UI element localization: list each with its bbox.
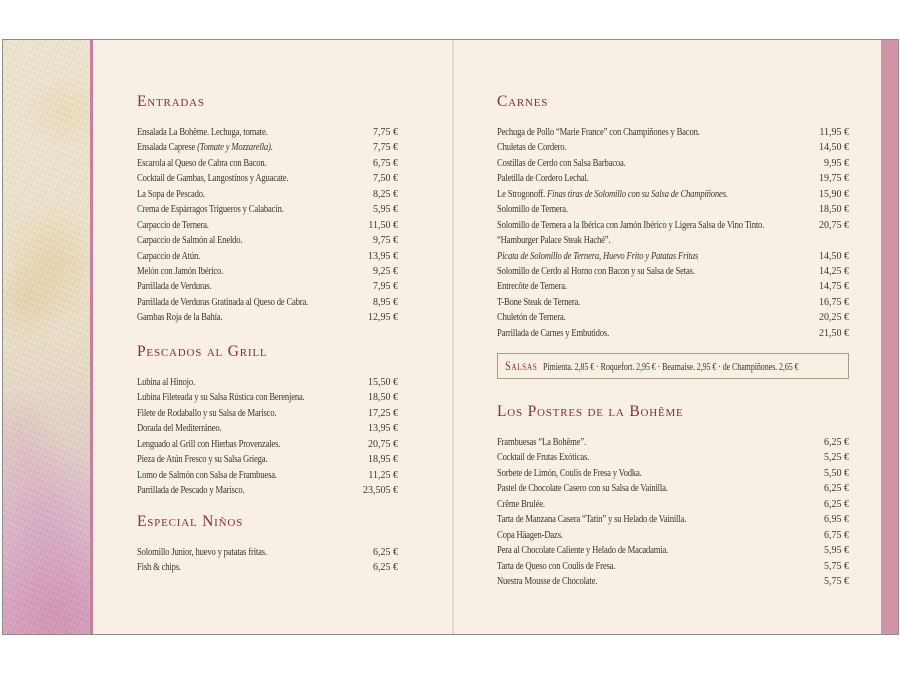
- menu-item-row: [497, 276, 849, 291]
- menu-item-row: [137, 418, 398, 433]
- item-price: 15,50 €: [368, 377, 398, 388]
- menu-item-row: [137, 307, 398, 322]
- item-name: Pastel de Chocolate Casero con su Salsa de Vainilla.: [497, 483, 668, 495]
- section-heading: Carnes: [497, 93, 549, 110]
- item-price: 8,25 €: [373, 188, 398, 200]
- item-price: 5,95 €: [824, 545, 849, 557]
- item-price: 18,50 €: [819, 204, 849, 216]
- menu-section: [137, 513, 398, 573]
- item-price: 7,95 €: [373, 281, 398, 293]
- item-name: Costillas de Cerdo con Salsa Barbacoa.: [497, 157, 626, 169]
- item-name: Carpaccio de Atún.: [137, 250, 201, 262]
- item-name: Filete de Rodaballo y su Salsa de Marisco.: [137, 407, 277, 419]
- item-name: Solomillo de Ternera.: [497, 204, 568, 216]
- item-price: 9,75 €: [373, 235, 398, 247]
- item-name: Ensalada Caprese (Tomate y Mozzarella).: [137, 142, 273, 154]
- menu-item-row: [497, 494, 849, 509]
- item-name: T-Bone Steak de Ternera.: [497, 296, 581, 308]
- item-price: 17,25 €: [368, 407, 398, 419]
- item-name: Parrillada de Pescado y Marisco.: [137, 485, 245, 497]
- item-name: Lomo de Salmón con Salsa de Frambuesa.: [137, 469, 277, 481]
- menu-item-row: [497, 122, 849, 137]
- salsas-items: Pimienta. 2,85 € · Roquefort. 2,95 € · Bearnaise. 2,95 € · de Champiñones. 2,65 €: [543, 362, 799, 373]
- item-name: Carpaccio de Ternera.: [137, 219, 209, 231]
- menu-item-row: [137, 153, 398, 168]
- menu-item-row: [497, 478, 849, 493]
- item-price: 18,50 €: [368, 392, 398, 404]
- menu-item-row: [497, 137, 849, 152]
- item-price: 19,75 €: [819, 173, 849, 185]
- pink-fold-line: [90, 40, 93, 634]
- item-name: Cocktail de Gambas, Langostinos y Aguacate.: [137, 173, 289, 185]
- menu-item-row: [137, 542, 398, 557]
- item-price: 16,75 €: [819, 296, 849, 308]
- salsas-box: [497, 353, 849, 379]
- menu-item-row: [137, 557, 398, 572]
- item-price: 7,75 €: [373, 142, 398, 154]
- item-name: Lubina al Hinojo.: [137, 377, 195, 388]
- item-name: Carpaccio de Salmón al Eneldo.: [137, 235, 243, 247]
- item-price: 5,95 €: [373, 204, 398, 216]
- item-name: Ensalada La Bohême. Lechuga, tomate.: [137, 127, 268, 138]
- menu-item-row: [497, 292, 849, 307]
- menu-section: [137, 343, 398, 496]
- item-price: 14,25 €: [819, 265, 849, 277]
- menu-item-row: [497, 153, 849, 168]
- menu-item-row: [137, 184, 398, 199]
- item-price: 21,50 €: [819, 327, 849, 339]
- salsas-content: [505, 358, 799, 374]
- menu-item-row: [497, 199, 849, 214]
- menu-item-row: [137, 276, 398, 291]
- item-name: Lubina Fileteada y su Salsa Rústica con Berenjena.: [137, 392, 305, 404]
- item-name: Melón con Jamón Ibérico.: [137, 265, 224, 277]
- menu-section: [497, 403, 849, 586]
- item-price: 11,25 €: [368, 469, 398, 481]
- menu-item-row: [137, 137, 398, 152]
- menu-item-row: [497, 571, 849, 586]
- item-price: 7,50 €: [373, 173, 398, 185]
- item-name: Entrecôte de Ternera.: [497, 281, 567, 293]
- section-items: [497, 432, 849, 586]
- item-price: 12,95 €: [368, 312, 398, 324]
- item-price: 23,505 €: [363, 485, 398, 497]
- menu-item-row: [497, 463, 849, 478]
- menu-item-row: [497, 432, 849, 447]
- item-name: Solomillo Junior, huevo y patatas fritas.: [137, 547, 267, 558]
- section-heading: Los Postres de la Bohême: [497, 403, 684, 420]
- item-name: Copa Häagen-Dazs.: [497, 529, 563, 541]
- menu-item-row: [497, 447, 849, 462]
- item-name: Tarta de Manzana Casera “Tatín” y su Helado de Vainilla.: [497, 514, 687, 526]
- menu-item-row: [497, 230, 849, 245]
- item-price: 6,75 €: [373, 157, 398, 169]
- item-price: 20,25 €: [819, 312, 849, 324]
- menu-item-row: [137, 246, 398, 261]
- item-name: Sorbete de Limón, Coulis de Fresa y Vodka.: [497, 467, 642, 479]
- item-name: Lenguado al Grill con Hierbas Provenzales.: [137, 438, 281, 450]
- menu-item-row: [497, 525, 849, 540]
- menu-item-row: [137, 434, 398, 449]
- menu-item-row: [497, 215, 849, 230]
- menu-item-row: [137, 372, 398, 387]
- menu-item-row: [137, 199, 398, 214]
- item-name: Nuestra Mousse de Chocolate.: [497, 575, 598, 587]
- item-name: Cocktail de Frutas Exóticas.: [497, 452, 590, 464]
- menu-item-row: [137, 480, 398, 495]
- page-fold-divider: [452, 40, 454, 634]
- item-price: 5,75 €: [824, 575, 849, 587]
- section-items: [137, 542, 398, 573]
- item-price: 9,95 €: [824, 157, 849, 169]
- menu-item-row: [497, 261, 849, 276]
- item-price: 15,90 €: [819, 188, 849, 200]
- item-name: Le Strogonoff. Finas tiras de Solomillo con su Salsa de Champiñones.: [497, 188, 728, 200]
- item-name: Frambuesas “La Bohême”.: [497, 437, 586, 448]
- item-name: Parrillada de Verduras Gratinada al Queso de Cabra.: [137, 296, 309, 308]
- menu-section: [497, 93, 849, 338]
- left-page-column: [137, 40, 398, 634]
- item-name: Pechuga de Pollo “Marie France” con Champiñones y Bacon.: [497, 127, 700, 138]
- menu-item-row: [497, 184, 849, 199]
- item-price: 5,25 €: [824, 452, 849, 464]
- item-name: Picata de Solomillo de Ternera, Huevo Frito y Patatas Fritas: [497, 250, 698, 262]
- right-page-column: [497, 40, 849, 634]
- item-price: 6,25 €: [824, 498, 849, 510]
- menu-item-row: [497, 246, 849, 261]
- menu-item-row: [137, 230, 398, 245]
- item-price: 11,50 €: [368, 219, 398, 231]
- section-heading: Especial Niños: [137, 513, 244, 530]
- item-name: Tarta de Queso con Coulis de Fresa.: [497, 560, 616, 572]
- item-name: Parrillada de Verduras.: [137, 281, 212, 293]
- item-price: 14,75 €: [819, 281, 849, 293]
- item-name: Escarola al Queso de Cabra con Bacon.: [137, 157, 267, 169]
- menu-item-row: [137, 292, 398, 307]
- menu-item-row: [497, 540, 849, 555]
- item-price: 5,75 €: [824, 560, 849, 572]
- menu-spread: [2, 39, 899, 635]
- section-heading: Entradas: [137, 93, 205, 110]
- menu-section: [137, 93, 398, 323]
- menu-item-row: [497, 509, 849, 524]
- menu-item-row: [137, 403, 398, 418]
- item-name: Chuletón de Ternera.: [497, 312, 566, 324]
- section-items: [497, 122, 849, 338]
- item-price: 9,25 €: [373, 265, 398, 277]
- item-name: Crême Brulée.: [497, 498, 545, 510]
- item-price: 20,75 €: [819, 219, 849, 231]
- section-heading: Pescados al Grill: [137, 343, 268, 360]
- item-price: 18,95 €: [368, 454, 398, 466]
- watercolor-left-strip: [3, 40, 90, 634]
- item-name: Solomillo de Ternera a la Ibérica con Jamón Ibérico y Ligera Salsa de Vino Tinto.: [497, 219, 765, 231]
- item-name: Gambas Roja de la Bahía.: [137, 312, 223, 324]
- menu-item-row: [137, 387, 398, 402]
- section-items: [137, 122, 398, 323]
- item-price: 6,25 €: [373, 547, 398, 558]
- item-price: 14,50 €: [819, 250, 849, 262]
- item-price: 20,75 €: [368, 438, 398, 450]
- item-name: Fish & chips.: [137, 562, 181, 574]
- item-name: Solomillo de Cerdo al Horno con Bacon y su Salsa de Setas.: [497, 265, 695, 277]
- item-name: Dorada del Mediterráneo.: [137, 423, 222, 435]
- item-price: 11,95 €: [819, 127, 849, 138]
- item-name: Parrillada de Carnes y Embutidos.: [497, 327, 610, 339]
- menu-item-row: [497, 323, 849, 338]
- menu-item-row: [137, 215, 398, 230]
- item-price: 7,75 €: [373, 127, 398, 138]
- menu-item-row: [497, 556, 849, 571]
- menu-item-row: [497, 168, 849, 183]
- menu-item-row: [137, 465, 398, 480]
- item-price: 6,75 €: [824, 529, 849, 541]
- item-name: Pera al Chocolate Caliente y Helado de Macadamia.: [497, 545, 669, 557]
- item-name: “Hamburger Palace Steak Haché”.: [497, 235, 611, 247]
- item-price: 13,95 €: [368, 423, 398, 435]
- salsas-heading: Salsas: [505, 358, 538, 373]
- item-price: 6,95 €: [824, 514, 849, 526]
- pink-right-strip: [881, 40, 898, 634]
- menu-item-row: [497, 307, 849, 322]
- item-name: La Sopa de Pescado.: [137, 188, 205, 200]
- item-price: 6,25 €: [824, 437, 849, 448]
- item-price: 13,95 €: [368, 250, 398, 262]
- item-name: Crema de Espárragos Trigueros y Calabacín.: [137, 204, 284, 216]
- item-price: 6,25 €: [824, 483, 849, 495]
- item-price: 14,50 €: [819, 142, 849, 154]
- item-name: Paletilla de Cordero Lechal.: [497, 173, 589, 185]
- item-name: Pieza de Atún Fresco y su Salsa Griega.: [137, 454, 268, 466]
- menu-item-row: [137, 449, 398, 464]
- menu-item-row: [137, 122, 398, 137]
- item-name: Chuletas de Cordero.: [497, 142, 567, 154]
- menu-item-row: [137, 168, 398, 183]
- menu-item-row: [137, 261, 398, 276]
- item-price: 5,50 €: [824, 467, 849, 479]
- item-price: 8,95 €: [373, 296, 398, 308]
- section-items: [137, 372, 398, 496]
- item-price: 6,25 €: [373, 562, 398, 574]
